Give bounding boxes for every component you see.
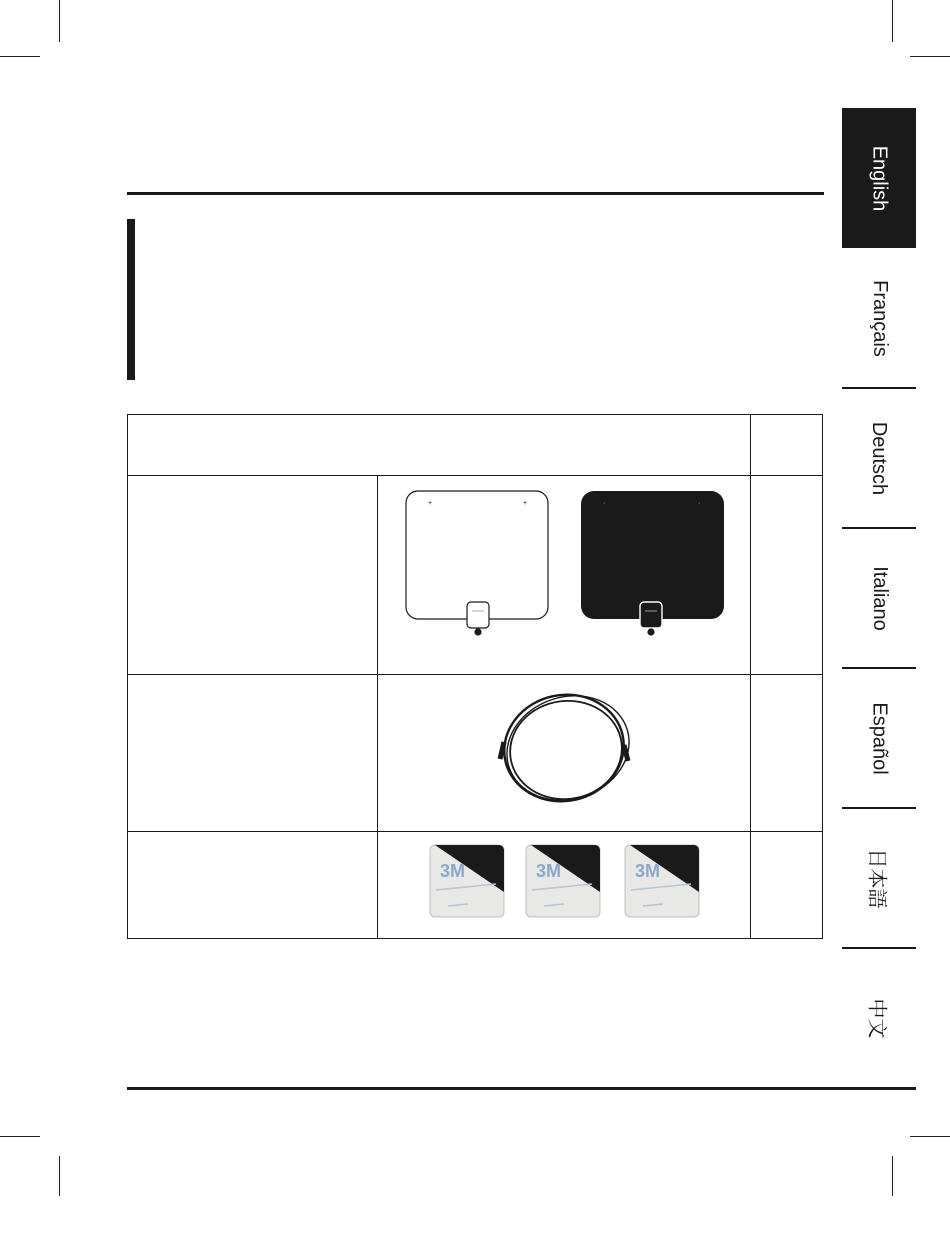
crop-mark — [892, 1156, 893, 1196]
item-name-cell — [128, 476, 378, 675]
antenna-black — [581, 491, 724, 636]
tab-label: Español — [868, 701, 891, 775]
item-image-cell — [378, 675, 751, 832]
tab-label: Français — [868, 279, 891, 357]
svg-text:·: · — [603, 500, 606, 507]
item-qty-cell — [751, 476, 823, 675]
tab-italiano[interactable] — [842, 528, 916, 668]
crop-mark — [892, 0, 893, 42]
svg-text:+: + — [523, 500, 528, 507]
item-qty-cell — [751, 675, 823, 832]
tab-label: 中文 — [865, 998, 888, 1038]
header-rule — [127, 192, 824, 195]
crop-mark — [59, 1156, 60, 1196]
adhesive-pad — [526, 845, 600, 917]
svg-text:+: + — [428, 500, 433, 507]
tab-deutsch[interactable] — [842, 388, 916, 528]
tab-chinese[interactable] — [842, 948, 916, 1088]
tab-label: Italiano — [868, 565, 891, 631]
footer-rule — [127, 1087, 916, 1090]
coaxial-cable-coil-icon — [378, 675, 751, 826]
adhesive-pad — [430, 845, 504, 917]
item-qty-cell — [751, 832, 823, 939]
pad-brand-label: 3M — [635, 861, 661, 881]
table-qty-header-cell — [751, 415, 823, 476]
language-tab-bar — [842, 108, 916, 1088]
package-contents-table — [127, 414, 823, 939]
item-name-cell — [128, 675, 378, 832]
item-image-cell — [378, 476, 751, 675]
svg-text:·: · — [698, 500, 701, 507]
table-row — [128, 675, 823, 832]
tab-english[interactable] — [842, 108, 916, 248]
adhesive-pad — [625, 845, 699, 917]
section-marker-bar — [127, 219, 135, 380]
tab-francais[interactable] — [842, 248, 916, 388]
3m-adhesive-pads-icon — [378, 832, 751, 933]
pad-brand-label: 3M — [440, 861, 466, 881]
crop-mark — [910, 1136, 950, 1137]
item-name-cell — [128, 832, 378, 939]
tab-label: English — [868, 145, 891, 211]
item-image-cell — [378, 832, 751, 939]
tab-japanese[interactable] — [842, 808, 916, 948]
tab-label: 日本語 — [865, 848, 888, 908]
crop-mark — [0, 56, 40, 57]
pad-brand-label: 3M — [536, 861, 562, 881]
antenna-white — [406, 491, 548, 636]
crop-mark — [59, 0, 60, 42]
crop-mark — [0, 1136, 40, 1137]
table-row — [128, 476, 823, 675]
table-header-cell — [128, 415, 751, 476]
flat-antenna-white-and-black-icon — [378, 476, 751, 669]
table-header-row — [128, 415, 823, 476]
table-row — [128, 832, 823, 939]
tab-espanol[interactable] — [842, 668, 916, 808]
crop-mark — [910, 56, 950, 57]
tab-label: Deutsch — [868, 421, 891, 495]
